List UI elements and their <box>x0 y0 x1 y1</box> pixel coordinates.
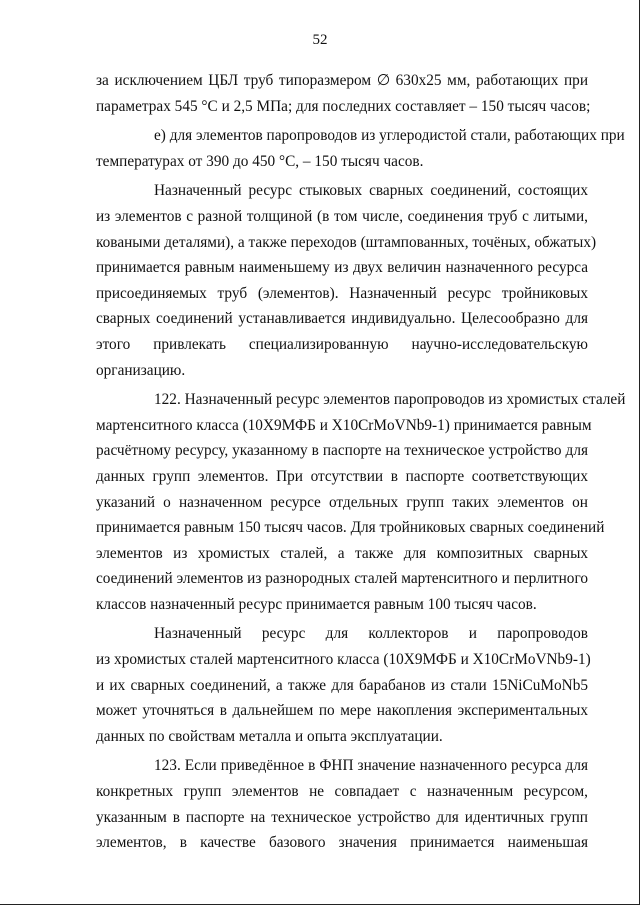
text-line: температурах от 390 до 450 °С, – 150 тысяч часов. <box>96 152 424 170</box>
paragraph-continuation <box>96 68 591 119</box>
text-line: мартенситного класса (10Х9МФБ и X10CrMoVNb9-1) принимается равным <box>96 416 592 434</box>
text-line: и их сварных соединений, а также для барабанов из стали 15NiCuMoNb5 <box>96 676 588 694</box>
paragraph-collectors <box>96 621 591 749</box>
text-line: может уточняться в дальнейшем по мере накопления экспериментальных <box>96 702 588 720</box>
text-line: Назначенный ресурс стыковых сварных соединений, состоящих <box>154 182 588 200</box>
text-line: организацию. <box>96 361 186 379</box>
text-line: данных по свойствам металла и опыта эксплуатации. <box>96 727 443 745</box>
text-line: данных групп элементов. При отсутствии в паспорте соответствующих <box>96 467 588 485</box>
text-line: принимается равным наименьшему из двух величин назначенного ресурса <box>96 259 588 277</box>
text-line: присоединяемых труб (элементов). Назначенный ресурс тройниковых <box>96 284 588 302</box>
text-line: параметрах 545 °С и 2,5 МПа; для последних составляет – 150 тысяч часов; <box>96 97 591 115</box>
document-body <box>96 68 626 856</box>
text-line: конкретных групп элементов не совпадает с назначенным ресурсом, <box>96 783 588 801</box>
text-line: этого привлекать специализированную научно-исследовательскую <box>96 335 588 353</box>
text-line: расчётному ресурсу, указанному в паспорте на техническое устройство для <box>96 442 588 460</box>
text-line: из хромистых сталей мартенситного класса (10Х9МФБ и X10CrMoVNb9-1) <box>96 651 591 669</box>
page-number: 52 <box>312 32 328 48</box>
text-line: за исключением ЦБЛ труб типоразмером ∅ 630х25 мм, работающих при <box>96 72 588 89</box>
text-line: указанным в паспорте на техническое устройство для идентичных групп <box>96 808 588 826</box>
paragraph-item-123 <box>96 753 588 855</box>
text-line: указаний о назначенном ресурсе отдельных групп таких элементов он <box>96 493 588 511</box>
text-line: сварных соединений устанавливается индивидуально. Целесообразно для <box>96 310 588 328</box>
text-line: элементов из хромистых сталей, а также для композитных сварных <box>96 544 588 562</box>
text-line: е) для элементов паропроводов из углеродистой стали, работающих при <box>154 127 625 145</box>
text-line: классов назначенный ресурс принимается равным 100 тысяч часов. <box>96 595 537 613</box>
text-line: Назначенный ресурс для коллекторов и паропроводов <box>154 625 588 643</box>
text-line: элементов, в качестве базового значения принимается наименьшая <box>96 834 588 852</box>
paragraph-item-e <box>96 123 625 174</box>
text-line: соединений элементов из разнородных сталей мартенситного и перлитного <box>96 570 588 588</box>
text-line: принимается равным 150 тысяч часов. Для тройниковых сварных соединений <box>96 519 605 537</box>
text-line: из элементов с разной толщиной (в том числе, соединения труб с литыми, <box>96 207 588 225</box>
paragraph-butt-welds <box>96 178 597 383</box>
text-line: коваными деталями), а также переходов (штампованных, точёных, обжатых) <box>96 233 597 251</box>
paragraph-item-122 <box>96 387 626 617</box>
text-line: 123. Если приведённое в ФНП значение назначенного ресурса для <box>154 757 588 775</box>
text-line: 122. Назначенный ресурс элементов паропроводов из хромистых сталей <box>154 391 626 409</box>
